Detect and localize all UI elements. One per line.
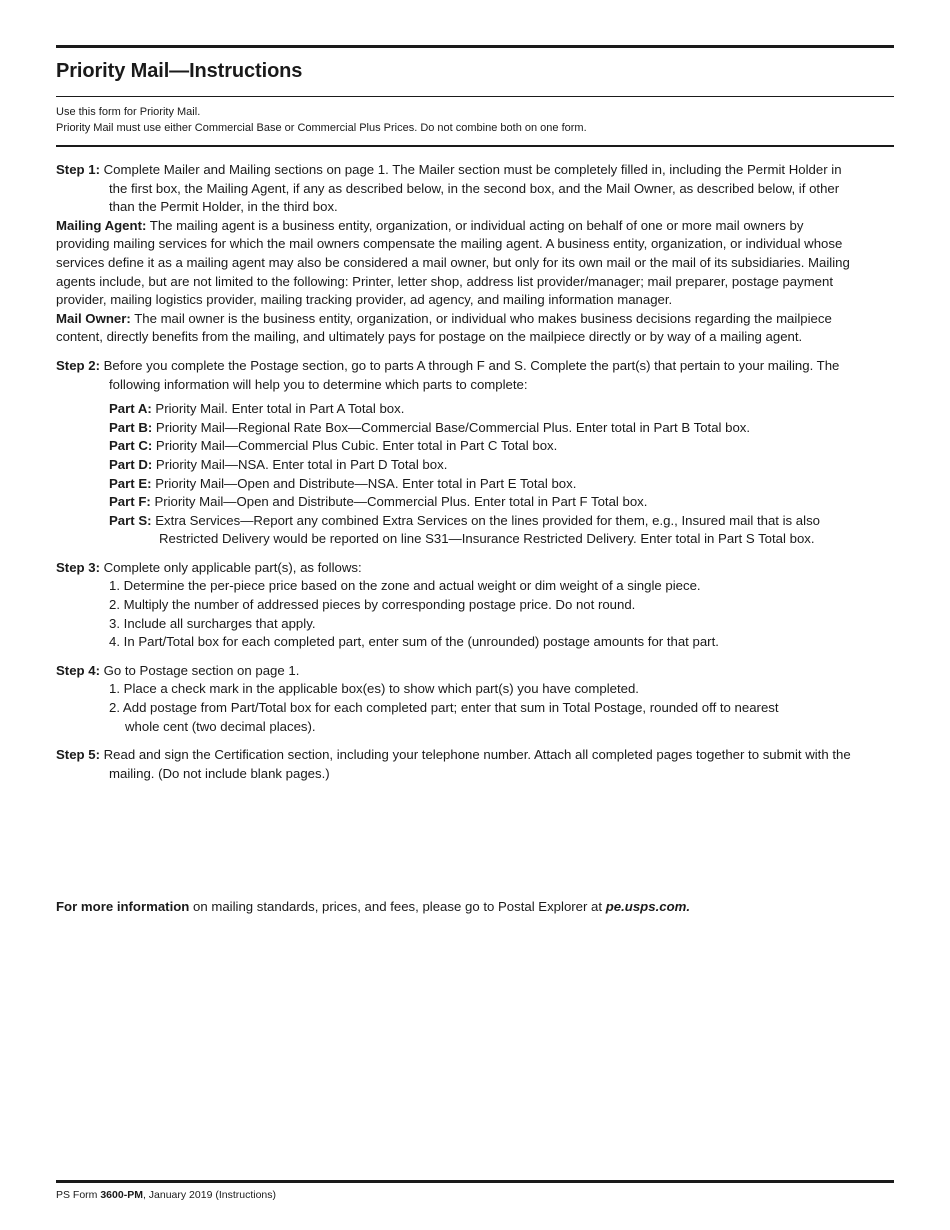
form-number: 3600-PM <box>100 1189 143 1201</box>
mailing-agent-label: Mailing Agent: <box>56 217 147 233</box>
intro-line-1: Use this form for Priority Mail. <box>56 106 201 118</box>
part-d-text: Priority Mail—NSA. Enter total in Part D Total box. <box>155 456 448 472</box>
step-5 <box>56 746 856 783</box>
part-c-text: Priority Mail—Commercial Plus Cubic. Enter total in Part C Total box. <box>155 438 558 454</box>
postal-explorer-link[interactable]: pe.usps.com. <box>605 899 691 914</box>
list-item <box>109 475 856 494</box>
part-b-label: Part B: <box>109 419 153 435</box>
step-2-text: Before you complete the Postage section, go to parts A through F and S. Complete the part(s) that pertain to your mailing. The following information will help you to determine which parts to complete: <box>103 357 840 392</box>
step-1-label: Step 1: <box>56 162 100 177</box>
more-information <box>56 898 690 916</box>
part-c-label: Part C: <box>109 438 153 454</box>
step-4-list <box>109 680 856 736</box>
more-info-text: on mailing standards, prices, and fees, please go to Postal Explorer at <box>193 899 603 914</box>
footer-prefix: PS Form <box>56 1189 98 1201</box>
mailing-agent-definition <box>56 217 856 310</box>
intro <box>56 104 587 136</box>
part-f-text: Priority Mail—Open and Distribute—Commercial Plus. Enter total in Part F Total box. <box>154 494 648 510</box>
list-item <box>109 419 856 438</box>
footer-rule <box>56 1180 894 1183</box>
part-s-text: Extra Services—Report any combined Extra Services on the lines provided for them, e.g., Insured mail that is also Restricted Delivery would be reported on line S31—Insurance Restricted Delivery. Enter total in Part S Total box. <box>155 512 820 547</box>
step-2-label: Step 2: <box>56 357 100 373</box>
step-3-text: Complete only applicable part(s), as follows: <box>103 559 362 575</box>
page-title: Priority Mail—Instructions <box>56 60 303 82</box>
step-5-text: Read and sign the Certification section, including your telephone number. Attach all completed pages together to submit with the mailing. (Do not include blank pages.) <box>103 747 851 781</box>
title-divider <box>56 96 894 97</box>
step-1-text: Complete Mailer and Mailing sections on page 1. The Mailer section must be completely filled in, including the Permit Holder in the first box, the Mailing Agent, if any as described below, in the second box, and the Mail Owner, as described below, if other than the Permit Holder, in the third box. <box>103 162 842 215</box>
part-f-label: Part F: <box>109 494 151 510</box>
list-item: 2. Multiply the number of addressed pieces by corresponding postage price. Do not round. <box>109 597 636 613</box>
part-a-label: Part A: <box>109 401 152 417</box>
instructions-body <box>56 161 856 793</box>
parts-list <box>109 400 856 549</box>
step-3-list <box>109 577 856 651</box>
list-item <box>109 400 856 419</box>
part-s-label: Part S: <box>109 512 152 528</box>
part-e-text: Priority Mail—Open and Distribute—NSA. Enter total in Part E Total box. <box>155 475 577 491</box>
part-a-text: Priority Mail. Enter total in Part A Total box. <box>155 401 405 417</box>
list-item <box>109 512 856 549</box>
form-footer <box>56 1189 276 1201</box>
mail-owner-text: The mail owner is the business entity, organization, or individual who makes business decisions regarding the mailpiece content, directly benefits from the mailing, and ultimately pays for postage on the mailpiece directly or by way of a mailing agent. <box>56 310 832 345</box>
list-item: 1. Determine the per-piece price based on the zone and actual weight or dim weight of a single piece. <box>109 578 701 594</box>
step-1 <box>56 161 856 347</box>
more-info-label: For more information <box>56 899 190 914</box>
mail-owner-label: Mail Owner: <box>56 310 131 326</box>
step-4-text: Go to Postage section on page 1. <box>103 662 300 678</box>
intro-line-2: Priority Mail must use either Commercial Base or Commercial Plus Prices. Do not combine both on one form. <box>56 122 587 134</box>
part-b-text: Priority Mail—Regional Rate Box—Commercial Base/Commercial Plus. Enter total in Part B Total box. <box>155 419 751 435</box>
step-2 <box>56 357 856 549</box>
list-item: 4. In Part/Total box for each completed part, enter sum of the (unrounded) postage amounts for that part. <box>109 634 719 650</box>
step-4-label: Step 4: <box>56 662 100 678</box>
list-item: 1. Place a check mark in the applicable box(es) to show which part(s) you have completed. <box>109 681 639 697</box>
top-rule <box>56 45 894 48</box>
intro-divider <box>56 145 894 147</box>
step-3 <box>56 559 856 652</box>
list-item <box>109 437 856 456</box>
list-item <box>109 456 856 475</box>
part-d-label: Part D: <box>109 456 153 472</box>
list-item <box>109 493 856 512</box>
footer-suffix: , January 2019 (Instructions) <box>142 1189 277 1201</box>
step-3-label: Step 3: <box>56 559 100 575</box>
mailing-agent-text: The mailing agent is a business entity, organization, or individual acting on behalf of one or more mail owners by providing mailing services for which the mail owners compensate the mailing agent. A business entity, organization, or individual whose services define it as a mailing agent may also be considered a mail owner, but only for its own mail or the mail of its subsidiaries. Mailing agents include, but are not limited to the following: Printer, letter shop, address list provider/manager; mail preparer, postage payment provider, mailing logistics provider, mailing tracking provider, ad agency, and mailing information manager. <box>56 217 850 308</box>
step-5-label: Step 5: <box>56 747 100 763</box>
mail-owner-definition <box>56 310 856 347</box>
list-item: 2. Add postage from Part/Total box for each completed part; enter that sum in Total Postage, rounded off to nearest whole cent (two decimal places). <box>109 700 779 734</box>
step-4 <box>56 662 856 736</box>
part-e-label: Part E: <box>109 475 152 491</box>
list-item: 3. Include all surcharges that apply. <box>109 615 316 631</box>
